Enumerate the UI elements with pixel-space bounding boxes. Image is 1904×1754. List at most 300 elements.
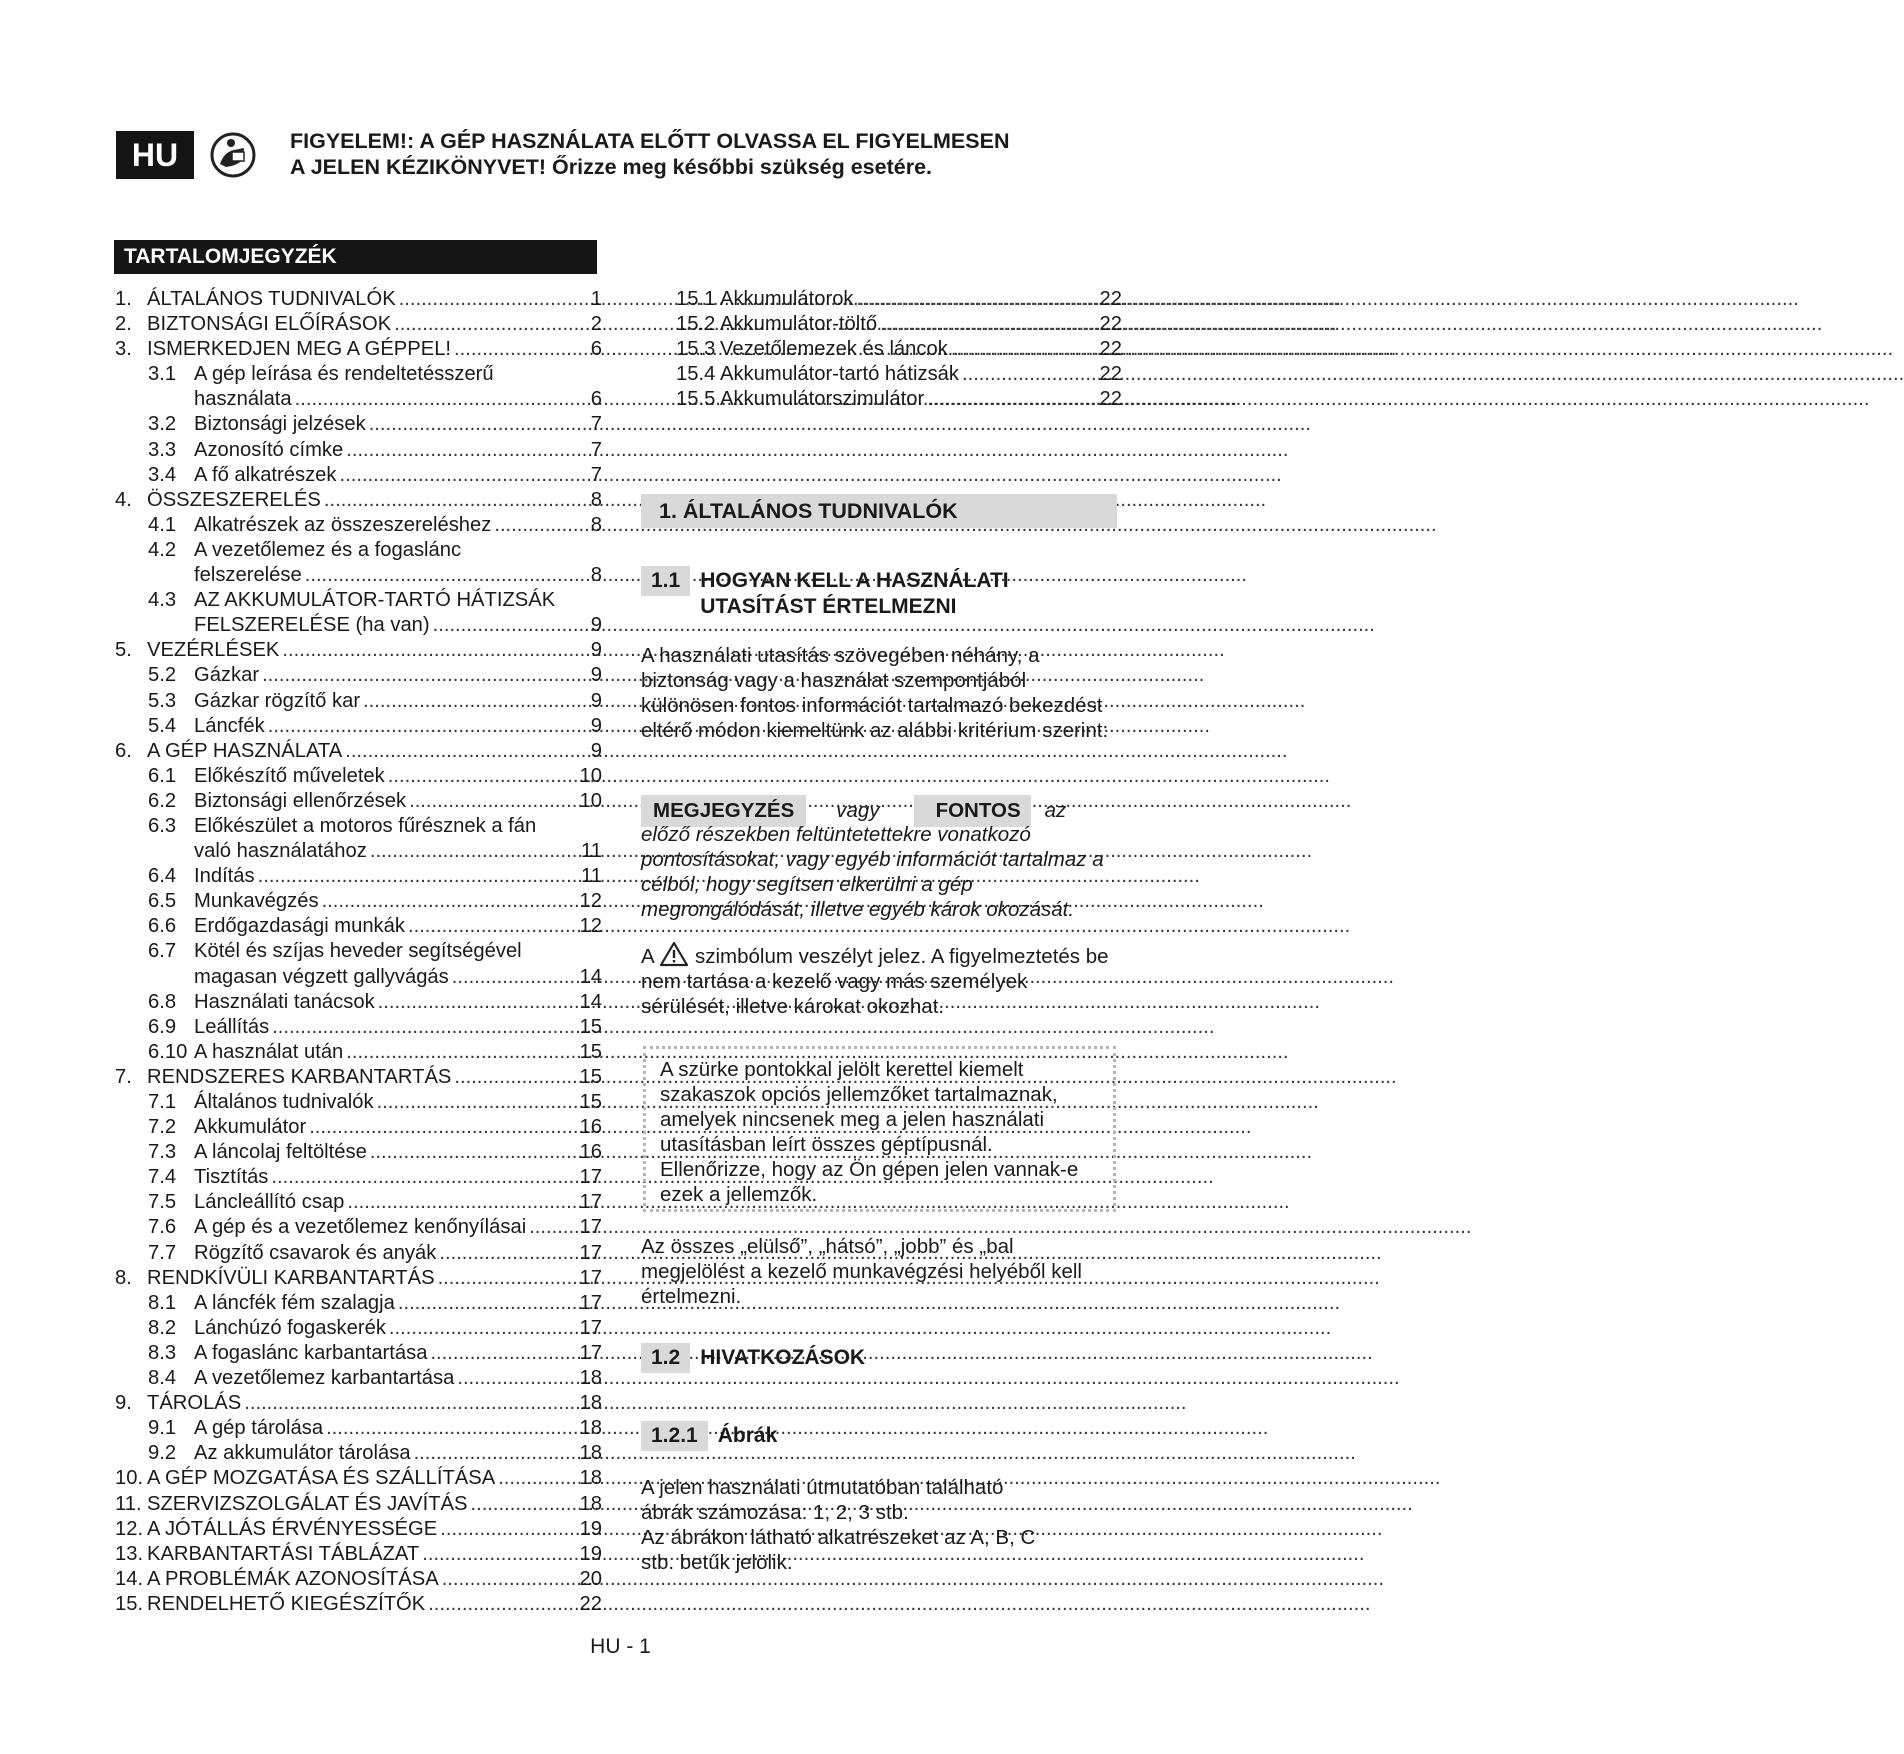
toc-leader-dots	[439, 1242, 576, 1265]
toc-entry-page: 7	[590, 463, 602, 486]
toc-entry-text: Általános tudnivalók	[194, 1091, 374, 1113]
toc-leader-dots	[309, 1116, 576, 1139]
toc-leader-dots	[408, 915, 577, 938]
note-or: vagy	[836, 799, 880, 822]
toc-entry-text: Az akkumulátor tárolása	[194, 1442, 411, 1465]
toc-entry-page: 9	[590, 714, 602, 737]
note-label: MEGJEGYZÉS	[641, 795, 806, 827]
toc-entry-text: AZ AKKUMULÁTOR-TARTÓ HÁTIZSÁK	[194, 589, 556, 612]
toc-entry-number: 8.3	[148, 1341, 177, 1364]
page-number: HU - 1	[590, 1635, 651, 1658]
toc-entry-text: Akkumulátor-töltő	[720, 313, 878, 336]
toc-entry-page: 15	[579, 1091, 602, 1113]
optional-features-box	[643, 1046, 1116, 1212]
toc-entry-text: RENDKÍVÜLI KARBANTARTÁS	[147, 1266, 435, 1289]
toc-entry-text: Azonosító címke	[194, 438, 344, 461]
toc-entry-number: 6.	[115, 739, 132, 762]
toc-entry-page: 12	[579, 890, 602, 913]
toc-entry	[676, 388, 1122, 413]
toc-entry	[676, 288, 1122, 313]
toc-entry-text: A fogaslánc karbantartása	[194, 1341, 428, 1364]
toc-entry	[115, 338, 602, 363]
toc-entry-text: ÁLTALÁNOS TUDNIVALÓK	[147, 288, 396, 310]
toc-entry	[115, 539, 602, 564]
toc-entry-number: 13.	[115, 1542, 144, 1565]
directions-paragraph: Az összes „elülső”, „hátsó”, „jobb” és „bal megjelölést a kezelő munkavégzési helyéből kell értelmezni.	[641, 1235, 1082, 1308]
toc-leader-dots	[442, 1568, 577, 1591]
toc-entry-page: 11	[581, 840, 602, 863]
toc-entry-text: VEZÉRLÉSEK	[147, 639, 280, 662]
toc-entry-page: 16	[579, 1116, 602, 1139]
toc-entry-text: Láncleállító csap	[194, 1191, 345, 1214]
toc-entry	[115, 1543, 602, 1568]
toc-leader-dots	[394, 313, 588, 336]
toc-entry-number: 4.3	[148, 589, 177, 612]
toc-entry-text: Leállítás	[194, 1015, 270, 1038]
toc-entry-text: Tisztítás	[194, 1166, 269, 1189]
toc-entry-text: BIZTONSÁGI ELŐÍRÁSOK	[147, 313, 392, 336]
toc-entry	[115, 1041, 602, 1066]
toc-entry-page: 16	[579, 1141, 602, 1164]
danger-triangle-icon	[659, 941, 689, 967]
toc-entry	[115, 413, 602, 438]
toc-entry-text: RENDELHETŐ KIEGÉSZÍTŐK	[147, 1592, 426, 1615]
toc-entry-text: FELSZERELÉSE (ha van)	[194, 614, 430, 637]
toc-entry-text: Használati tanácsok	[194, 990, 375, 1013]
toc-entry-number: 6.8	[148, 990, 177, 1013]
subsection-title-line-1: HOGYAN KELL A HASZNÁLATI	[700, 569, 1009, 592]
toc-leader-dots	[346, 439, 588, 462]
toc-entry	[115, 991, 602, 1016]
toc-entry-text: A használat után	[194, 1040, 344, 1063]
toc-entry-number: 15.	[115, 1592, 144, 1615]
toc-entry-number: 7.7	[148, 1241, 177, 1264]
toc-entry-number: 7.2	[148, 1116, 177, 1139]
toc-entry-number: 8.1	[148, 1291, 177, 1314]
toc-entry-page: 17	[579, 1241, 602, 1264]
toc-leader-dots	[347, 1191, 576, 1214]
toc-entry-page: 9	[590, 664, 602, 687]
toc-entry-number: 15.3	[676, 338, 716, 361]
toc-leader-dots	[457, 1367, 576, 1390]
manual-warning	[290, 128, 1110, 180]
toc-entry-number: 7.1	[148, 1091, 177, 1113]
toc-entry-number: 9.1	[148, 1417, 177, 1440]
toc-entry	[115, 1292, 602, 1317]
toc-entry-page: 17	[579, 1166, 602, 1189]
toc-entry-text: Akkumulátor	[194, 1116, 307, 1139]
toc-entry	[115, 1242, 602, 1267]
toc-entry-page: 19	[579, 1542, 602, 1565]
toc-entry-text: KARBANTARTÁSI TÁBLÁZAT	[147, 1542, 420, 1565]
toc-leader-dots	[363, 690, 588, 713]
toc-entry	[115, 890, 602, 915]
toc-leader-dots	[433, 614, 588, 637]
toc-entry	[115, 388, 602, 413]
toc-entry-page: 14	[579, 965, 602, 988]
toc-leader-dots	[389, 1317, 577, 1340]
toc-entry-page: 8	[590, 564, 602, 587]
toc-entry-number: 7.3	[148, 1141, 177, 1164]
toc-entry	[115, 363, 602, 388]
toc-leader-dots	[452, 966, 577, 989]
toc-entry	[115, 915, 602, 940]
toc-entry	[115, 313, 602, 338]
toc-entry-page: 15	[579, 1065, 602, 1088]
toc-entry-page: 20	[579, 1567, 602, 1590]
toc-entry-text: ÖSSZESZERELÉS	[147, 488, 321, 511]
toc-leader-dots	[428, 1593, 576, 1616]
toc-leader-dots	[322, 890, 577, 913]
subsection-number: 1.2	[641, 1343, 690, 1373]
toc-entry-text: TÁROLÁS	[147, 1392, 242, 1415]
toc-entry-text: Akkumulátor-tartó hátizsák	[720, 363, 959, 386]
toc-entry-page: 17	[579, 1341, 602, 1364]
symbol-text: szimbólum veszélyt jelez. A figyelmeztetés be nem tartása a kezelő vagy más személyek sérülését, illetve károkat okozhat.	[641, 945, 1109, 1018]
toc-entry-number: 7.6	[148, 1216, 177, 1239]
toc-entry	[115, 1216, 602, 1241]
subsection-number: 1.1	[641, 566, 690, 596]
toc-entry-number: 4.2	[148, 538, 177, 561]
toc-entry-number: 5.2	[148, 664, 177, 687]
toc-leader-dots	[388, 765, 577, 788]
toc-entry-number: 4.	[115, 488, 132, 511]
toc-leader-dots	[430, 1342, 576, 1365]
toc-entry-page: 18	[579, 1442, 602, 1465]
toc-entry	[115, 765, 602, 790]
toc-entry	[115, 790, 602, 815]
symbol-paragraph	[641, 941, 1121, 1019]
subsection-1-2-heading	[641, 1343, 865, 1373]
toc-entry	[115, 966, 602, 991]
toc-leader-dots	[262, 664, 588, 687]
toc-entry	[676, 313, 1122, 338]
toc-entry-text: Indítás	[194, 865, 255, 888]
toc-entry-page: 18	[579, 1467, 602, 1490]
toc-entry-text: Kötél és szíjas heveder segítségével	[194, 940, 522, 963]
toc-entry	[115, 639, 602, 664]
toc-leader-dots	[498, 1467, 576, 1490]
toc-entry-page: 1	[590, 288, 602, 310]
toc-entry	[115, 1091, 602, 1116]
toc-entry-text: Alkatrészek az összeszereléshez	[194, 513, 492, 536]
toc-entry-number: 6.6	[148, 915, 177, 938]
subsection-title: Ábrák	[717, 1424, 778, 1447]
toc-leader-dots	[340, 464, 588, 487]
subsection-title: HIVATKOZÁSOK	[700, 1346, 866, 1369]
toc-leader-dots	[438, 1267, 577, 1290]
toc-entry-number: 10.	[115, 1467, 144, 1490]
toc-entry-page: 9	[590, 739, 602, 762]
toc-entry-text: Akkumulátorok	[720, 288, 854, 310]
toc-entry-page: 6	[590, 338, 602, 361]
toc-entry-number: 3.2	[148, 413, 177, 436]
toc-entry-text: felszerelése	[194, 564, 302, 587]
toc-entry-text: A láncfék fém szalagja	[194, 1291, 395, 1314]
toc-entry	[115, 514, 602, 539]
toc-entry-page: 10	[579, 789, 602, 812]
toc-entry-number: 5.	[115, 639, 132, 662]
toc-entry-number: 7.4	[148, 1166, 177, 1189]
toc-leader-dots	[414, 1442, 577, 1465]
subsection-title	[700, 566, 1008, 620]
toc-entry-page: 2	[590, 313, 602, 336]
toc-entry	[115, 740, 602, 765]
toc-entry-number: 1.	[115, 288, 132, 310]
toc-entry-number: 6.5	[148, 890, 177, 913]
toc-leader-dots	[258, 865, 578, 888]
toc-entry-text: ISMERKEDJEN MEG A GÉPPEL!	[147, 338, 452, 361]
toc-entry-page: 15	[579, 1040, 602, 1063]
important-label: FONTOS	[914, 795, 1031, 827]
toc-entry-number: 2.	[115, 313, 132, 336]
toc-entry-number: 8.2	[148, 1316, 177, 1339]
toc-entry-number: 6.1	[148, 764, 177, 787]
toc-leader-dots	[440, 1518, 576, 1541]
toc-leader-dots	[370, 1141, 577, 1164]
toc-entry-number: 8.	[115, 1266, 132, 1289]
toc-entry-number: 3.	[115, 338, 132, 361]
toc-entry-number: 5.4	[148, 714, 177, 737]
toc-entry	[115, 664, 602, 689]
toc-entry-page: 19	[579, 1517, 602, 1540]
toc-entry-page: 15	[579, 1015, 602, 1038]
toc-entry-text: A gép leírása és rendeltetésszerű	[194, 363, 494, 386]
toc-entry-number: 12.	[115, 1517, 144, 1540]
toc-entry	[115, 1392, 602, 1417]
toc-entry-number: 7.	[115, 1065, 132, 1088]
toc-entry	[115, 489, 602, 514]
figures-paragraph	[641, 1475, 1041, 1575]
toc-leader-dots	[378, 991, 577, 1014]
toc-entry-number: 6.4	[148, 865, 177, 888]
toc-entry-number: 8.4	[148, 1367, 177, 1390]
toc-leader-dots	[377, 1091, 577, 1114]
toc-entry-page: 11	[581, 865, 602, 888]
toc-entry-page: 14	[579, 990, 602, 1013]
toc-entry-text: Előkészítő műveletek	[194, 764, 385, 787]
toc-entry-text: Láncfék	[194, 714, 265, 737]
toc-entry-page: 18	[579, 1417, 602, 1440]
toc-entry-number: 15.5	[676, 388, 716, 411]
toc-entry	[115, 1116, 602, 1141]
toc-entry-number: 14.	[115, 1567, 144, 1590]
toc-leader-dots	[399, 288, 588, 311]
toc-entry-text: Akkumulátorszimulátor	[720, 388, 925, 411]
toc-entry-text: Biztonsági ellenőrzések	[194, 789, 407, 812]
toc-entry-page: 17	[579, 1266, 602, 1289]
toc-entry-text: A gép és a vezetőlemez kenőnyílásai	[194, 1216, 527, 1239]
toc-entry-number: 6.2	[148, 789, 177, 812]
toc-entry-text: A láncolaj feltöltése	[194, 1141, 367, 1164]
toc-entry-page: 17	[579, 1291, 602, 1314]
toc-entry-number: 4.1	[148, 513, 177, 536]
toc-entry	[115, 1267, 602, 1292]
toc-leader-dots	[370, 840, 578, 863]
toc-leader-dots	[470, 1493, 576, 1516]
toc-entry-text: SZERVIZSZOLGÁLAT ÉS JAVÍTÁS	[147, 1492, 468, 1515]
toc-entry	[115, 1141, 602, 1166]
toc-leader-dots	[422, 1543, 576, 1566]
toc-entry	[115, 589, 602, 614]
toc-entry-text: Előkészület a motoros fűrésznek a fán	[194, 814, 537, 837]
language-badge: HU	[116, 131, 194, 179]
toc-leader-dots	[857, 288, 1097, 311]
toc-entry-number: 15.2	[676, 313, 716, 336]
toc-entry-text: A vezetőlemez karbantartása	[194, 1367, 455, 1390]
toc-leader-dots	[345, 740, 588, 763]
toc-entry-page: 7	[590, 438, 602, 461]
toc-entry-text: való használatához	[194, 840, 367, 863]
subsection-title-line-2: UTASÍTÁST ÉRTELMEZNI	[700, 595, 957, 618]
toc-entry	[115, 564, 602, 589]
section-1-heading: 1. ÁLTALÁNOS TUDNIVALÓK	[641, 494, 1117, 528]
toc-leader-dots	[398, 1292, 577, 1315]
toc-entry-text: Erdőgazdasági munkák	[194, 915, 405, 938]
toc-title: TARTALOMJEGYZÉK	[114, 240, 597, 274]
toc-entry-number: 3.1	[148, 363, 177, 386]
toc-entry-number: 3.4	[148, 463, 177, 486]
toc-leader-dots	[271, 1166, 576, 1189]
toc-entry-number: 9.	[115, 1392, 132, 1415]
toc-leader-dots	[295, 388, 588, 411]
toc-entry-page: 17	[579, 1216, 602, 1239]
toc-entry-text: Gázkar rögzítő kar	[194, 689, 361, 712]
toc-entry-page: 22	[1099, 338, 1122, 361]
toc-entry	[115, 840, 602, 865]
toc-leader-dots	[927, 388, 1096, 411]
toc-entry	[115, 1593, 602, 1618]
note-az: az	[1044, 799, 1067, 822]
toc-leader-dots	[282, 639, 587, 662]
toc-leader-dots	[529, 1216, 576, 1239]
toc-leader-dots	[494, 514, 587, 537]
toc-entry	[115, 815, 602, 840]
toc-entry-text: A GÉP MOZGATÁSA ÉS SZÁLLÍTÁSA	[147, 1467, 496, 1490]
toc-entry	[115, 1467, 602, 1492]
toc-leader-dots	[454, 338, 588, 361]
toc-entry	[115, 1342, 602, 1367]
toc-entry-number: 7.5	[148, 1191, 177, 1214]
toc-entry	[115, 1493, 602, 1518]
subsection-number: 1.2.1	[641, 1421, 708, 1451]
toc-entry-number: 6.3	[148, 814, 177, 837]
toc-entry-text: A gép tárolása	[194, 1417, 324, 1440]
toc-leader-dots	[346, 1041, 576, 1064]
toc-entry-number: 15.4	[676, 363, 716, 386]
toc-entry	[115, 865, 602, 890]
toc-entry-page: 22	[1099, 313, 1122, 336]
toc-entry-page: 8	[590, 513, 602, 536]
intro-paragraph: A használati utasítás szövegében néhány, a biztonság vagy a használat szempontjából különösen fontos információt tartalmazó bekezdést eltérő módon kiemeltünk az alábbi kritérium szerint:	[641, 644, 1109, 742]
toc-entry	[676, 338, 1122, 363]
toc-entry-text: magasan végzett gallyvágás	[194, 965, 449, 988]
toc-entry	[115, 1191, 602, 1216]
toc-entry-number: 6.10	[148, 1040, 188, 1063]
toc-entry-text: A GÉP HASZNÁLATA	[147, 739, 343, 762]
toc-entry-page: 6	[590, 388, 602, 411]
toc-entry-number: 3.3	[148, 438, 177, 461]
toc-entry-page: 17	[579, 1191, 602, 1214]
toc-entry	[115, 1166, 602, 1191]
toc-leader-dots	[244, 1392, 576, 1415]
toc-entry	[115, 1442, 602, 1467]
note-text: előző részekben feltüntetettekre vonatkozó pontosításokat, vagy egyéb információt tartalmaz a célból, hogy segítsen elkerülni a gép megrongálódását, illetve egyéb károk okozását.	[641, 823, 1104, 921]
toc-entry-text: A fő alkatrészek	[194, 463, 337, 486]
toc-entry-page: 22	[1099, 363, 1122, 386]
toc-entry-page: 10	[579, 764, 602, 787]
toc-entry	[115, 1066, 602, 1091]
figures-line-1: A jelen használati útmutatóban található ábrák számozása: 1, 2, 3 stb.	[641, 1476, 1004, 1524]
toc-entry	[115, 1317, 602, 1342]
toc-entry-text: Biztonsági jelzések	[194, 413, 366, 436]
toc-leader-dots	[272, 1016, 576, 1039]
toc-entry	[115, 715, 602, 740]
toc-leader-dots	[880, 313, 1096, 336]
toc-entry	[115, 1568, 602, 1593]
toc-entry-page: 12	[579, 915, 602, 938]
toc-entry	[115, 940, 602, 965]
subsection-1-2-1-heading	[641, 1421, 777, 1451]
read-manual-warning-icon	[210, 130, 256, 180]
toc-entry-text: Gázkar	[194, 664, 260, 687]
toc-entry-text: A PROBLÉMÁK AZONOSÍTÁSA	[147, 1567, 439, 1590]
toc-entry-text: Lánchúzó fogaskerék	[194, 1316, 386, 1339]
toc-entry-text: A vezetőlemez és a fogaslánc	[194, 538, 462, 561]
toc-leader-dots	[409, 790, 576, 813]
toc-entry	[115, 1367, 602, 1392]
toc-entry-number: 9.2	[148, 1442, 177, 1465]
toc-entry-text: A JÓTÁLLÁS ÉRVÉNYESSÉGE	[147, 1517, 438, 1540]
toc-entry	[115, 614, 602, 639]
toc-leader-dots	[962, 363, 1097, 386]
toc-entry-page: 22	[1099, 388, 1122, 411]
toc-entry-page: 22	[1099, 288, 1122, 310]
toc-leader-dots	[454, 1066, 576, 1089]
figures-line-2: Az ábrákon látható alkatrészeket az A, B, C stb. betűk jelölik.	[641, 1526, 1036, 1574]
toc-entry	[115, 1518, 602, 1543]
toc-entry	[115, 439, 602, 464]
toc-column-1	[115, 288, 602, 1618]
toc-leader-dots	[369, 413, 588, 436]
optional-features-text: A szürke pontokkal jelölt kerettel kiemelt szakaszok opciós jellemzőket tartalmaznak, amelyek nincsenek meg a jelen használati utasításban leírt összes géptípusnál. Ellenőrizze, hogy az Ön gépen jelen vannak-e ezek a jellemzők.	[660, 1058, 1079, 1206]
toc-leader-dots	[951, 338, 1097, 361]
toc-leader-dots	[324, 489, 588, 512]
toc-entry	[115, 690, 602, 715]
toc-entry-number: 6.9	[148, 1015, 177, 1038]
toc-entry-text: Vezetőlemezek és láncok	[720, 338, 948, 361]
subsection-1-1-heading	[641, 566, 1009, 620]
toc-leader-dots	[326, 1417, 576, 1440]
toc-entry-page: 9	[590, 639, 602, 662]
toc-entry-text: Munkavégzés	[194, 890, 319, 913]
toc-entry-page: 22	[579, 1592, 602, 1615]
toc-entry-number: 6.7	[148, 940, 177, 963]
toc-column-2	[676, 288, 1122, 413]
toc-entry-page: 18	[579, 1392, 602, 1415]
toc-entry	[115, 1016, 602, 1041]
warning-line-2: A JELEN KÉZIKÖNYVET! Őrizze meg későbbi szükség esetére.	[290, 155, 933, 179]
toc-entry-page: 9	[590, 614, 602, 637]
warning-line-1: FIGYELEM!: A GÉP HASZNÁLATA ELŐTT OLVASSA EL FIGYELMESEN	[290, 129, 1010, 153]
toc-leader-dots	[268, 715, 588, 738]
toc-entry-text: Rögzítő csavarok és anyák	[194, 1241, 437, 1264]
toc-entry-page: 7	[590, 413, 602, 436]
toc-entry	[115, 288, 602, 313]
toc-entry-number: 5.3	[148, 689, 177, 712]
toc-entry-page: 18	[579, 1492, 602, 1515]
symbol-pre: A	[641, 945, 654, 968]
